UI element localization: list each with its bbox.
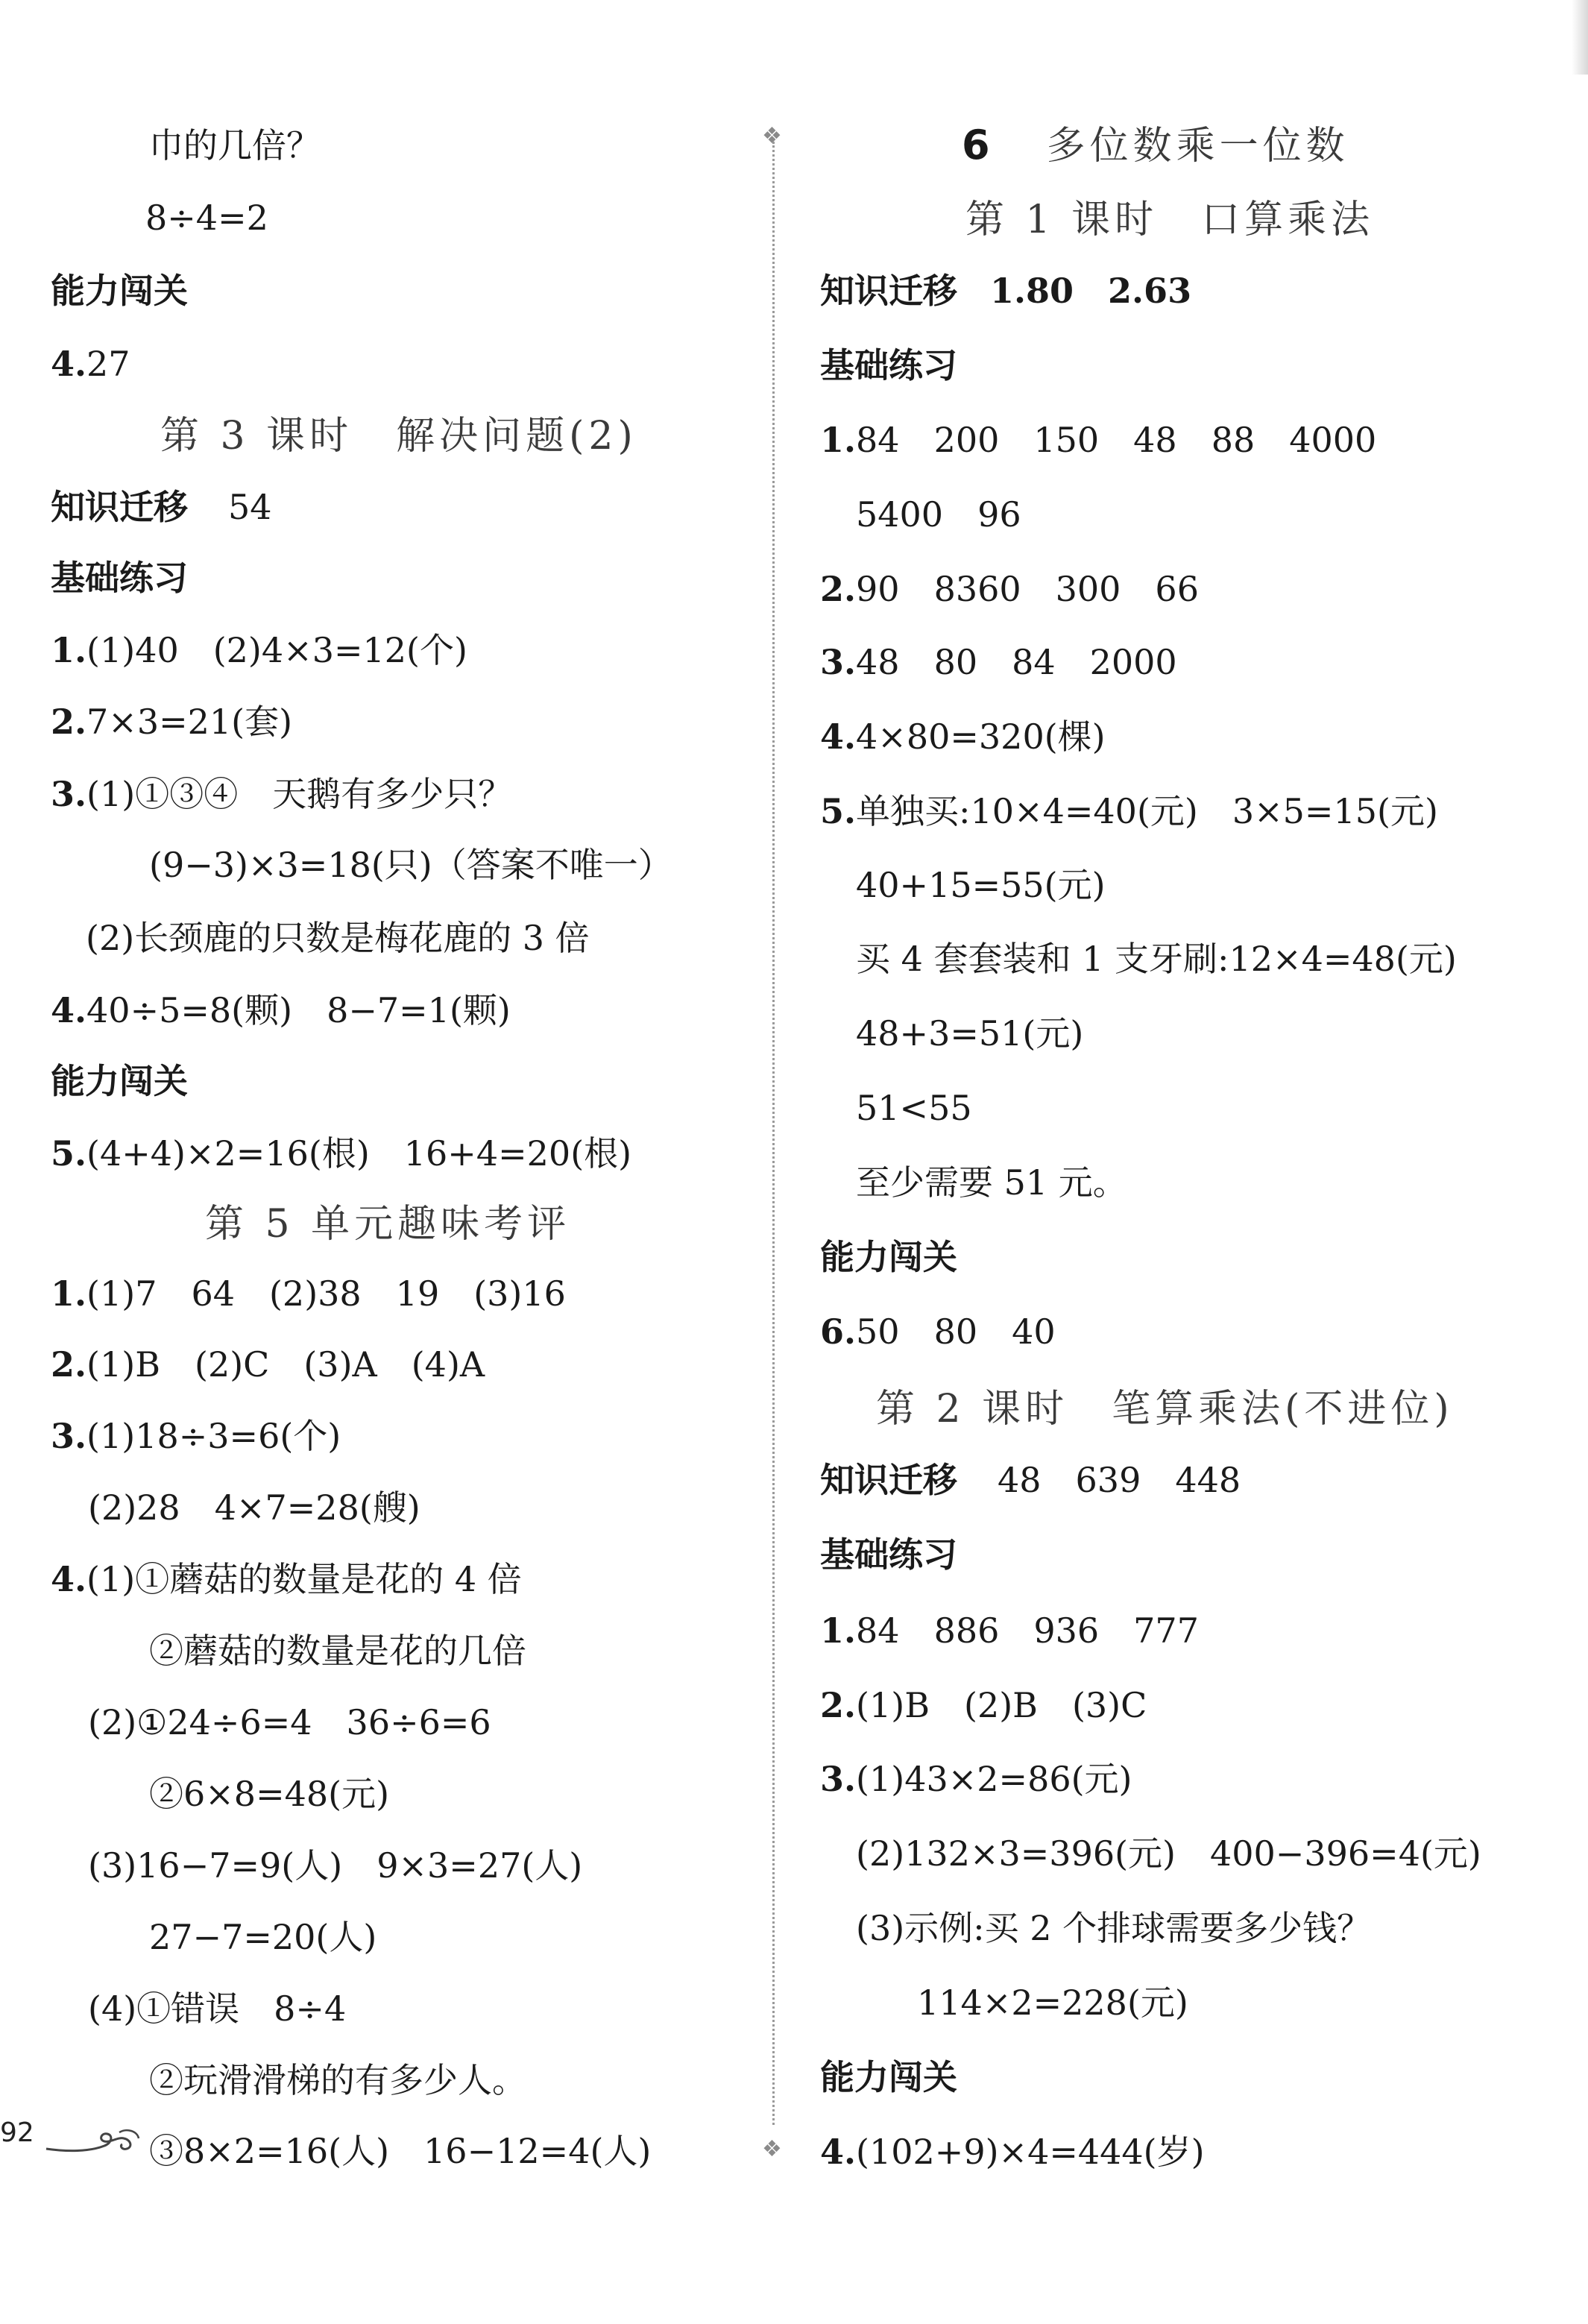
unit-test-title: 第 5 单元趣味考评 xyxy=(205,1202,571,1247)
answer-text: 48 639 448 xyxy=(998,1460,1241,1500)
text-line: 4.40÷5=8(颗) 8−7=1(颗) xyxy=(51,990,511,1030)
item-number: 4. xyxy=(51,1559,87,1599)
column-divider xyxy=(772,142,775,2125)
item-number: 1. xyxy=(820,1610,857,1651)
text-line: 6.50 80 40 xyxy=(820,1311,1056,1352)
text-line: 2.(1)B (2)B (3)C xyxy=(820,1685,1147,1725)
text-line: 1.(1)40 (2)4×3=12(个) xyxy=(51,630,467,670)
item-number: 2. xyxy=(820,1685,857,1725)
text-line: 1.84 200 150 48 88 4000 xyxy=(820,420,1377,460)
section-heading: 知识迁移 xyxy=(820,271,957,311)
text-line: 2.90 8360 300 66 xyxy=(820,569,1199,609)
unit-number: 6 xyxy=(962,122,990,169)
item-number: 1. xyxy=(820,420,857,460)
item-number: 3. xyxy=(820,642,857,682)
text-line: (4)①错误 8÷4 xyxy=(88,1988,347,2029)
page-number: 92 xyxy=(0,2117,34,2148)
text-line: 1.(1)7 64 (2)38 19 (3)16 xyxy=(51,1273,566,1314)
text-line: ②玩滑滑梯的有多少人。 xyxy=(149,2060,526,2100)
text-line: (3)示例:买 2 个排球需要多少钱？ xyxy=(856,1908,1372,1948)
item-number: 2. xyxy=(51,702,87,742)
item-number: 3. xyxy=(820,1759,857,1799)
section-heading: 基础练习 xyxy=(51,558,188,598)
text-line: 4.27 xyxy=(51,344,130,384)
text-line xyxy=(820,1458,1241,1502)
answer-text: 54 xyxy=(228,487,272,527)
section-heading: 基础练习 xyxy=(820,1534,957,1575)
text-line: ②蘑菇的数量是花的几倍 xyxy=(149,1631,526,1671)
text-line: 8÷4=2 xyxy=(145,198,268,238)
text-line: 40+15=55(元) xyxy=(856,865,1106,905)
text-line: 4.(102+9)×4=444(岁) xyxy=(820,2132,1205,2172)
text-line: 买 4 套套装和 1 支牙刷:12×4=48(元) xyxy=(856,939,1457,979)
item-number: 4. xyxy=(820,2132,857,2172)
item-number: 1. xyxy=(51,1273,87,1314)
text-line: (2)132×3=396(元) 400−396=4(元) xyxy=(856,1833,1481,1874)
text-line: 至少需要 51 元。 xyxy=(856,1162,1127,1203)
text-line: ②6×8=48(元) xyxy=(149,1774,390,1814)
answer-text: 1.80 2.63 xyxy=(990,271,1192,311)
lesson-title: 第 2 课时 笔算乘法(不进位) xyxy=(876,1387,1454,1432)
text-line: 3.(1)43×2=86(元) xyxy=(820,1759,1132,1799)
text-line: 5.单独买:10×4=40(元) 3×5=15(元) xyxy=(820,791,1438,831)
text-line: (2)28 4×7=28(艘) xyxy=(88,1487,420,1528)
text-line: 2.7×3=21(套) xyxy=(51,702,293,742)
item-number: 2. xyxy=(820,569,857,609)
text-line: (2)长颈鹿的只数是梅花鹿的 3 倍 xyxy=(86,918,590,958)
text-line: 114×2=228(元) xyxy=(917,1983,1188,2023)
unit-heading xyxy=(962,119,1349,172)
unit-title: 多位数乘一位数 xyxy=(1046,124,1349,169)
item-number: 1. xyxy=(51,630,87,670)
section-heading: 能力闯关 xyxy=(820,1237,957,1277)
lesson-title: 第 1 课时 口算乘法 xyxy=(965,198,1375,242)
item-number: 3. xyxy=(51,774,87,814)
text-line xyxy=(820,268,1191,313)
text-line: 4.4×80=320(棵) xyxy=(820,717,1106,757)
text-line: 4.(1)①蘑菇的数量是花的 4 倍 xyxy=(51,1559,522,1599)
lesson-title: 第 3 课时 解决问题(2) xyxy=(160,414,637,459)
text-line: 2.(1)B (2)C (3)A (4)A xyxy=(51,1344,485,1385)
text-line: (3)16−7=9(人) 9×3=27(人) xyxy=(88,1845,583,1886)
text-line: 巾的几倍？ xyxy=(149,125,321,166)
page-edge-shadow xyxy=(1572,0,1588,75)
text-line: 3.48 80 84 2000 xyxy=(820,642,1177,682)
cloud-swirl-icon xyxy=(45,2126,142,2156)
item-number: 4. xyxy=(51,990,87,1030)
text-line: 5.(4+4)×2=16(根) 16+4=20(根) xyxy=(51,1133,632,1174)
divider-ornament-icon: ❖ xyxy=(762,123,782,149)
section-heading: 知识迁移 xyxy=(820,1460,957,1500)
text-line: ③8×2=16(人) 16−12=4(人) xyxy=(149,2131,652,2171)
section-heading: 知识迁移 xyxy=(51,487,188,527)
text-line: 48+3=51(元) xyxy=(856,1013,1084,1054)
item-number: 4. xyxy=(51,344,87,384)
item-number: 3. xyxy=(51,1416,87,1456)
text-line: 27−7=20(人) xyxy=(149,1917,377,1957)
section-heading: 能力闯关 xyxy=(51,1061,188,1101)
section-heading: 基础练习 xyxy=(820,345,957,385)
text-line: 5400 96 xyxy=(856,494,1021,535)
item-number: 5. xyxy=(820,791,857,831)
text-line: 3.(1)18÷3=6(个) xyxy=(51,1416,341,1456)
divider-ornament-icon: ❖ xyxy=(762,2136,782,2162)
text-line: (2)①24÷6=4 36÷6=6 xyxy=(88,1702,491,1742)
section-heading: 能力闯关 xyxy=(820,2057,957,2097)
item-number: 5. xyxy=(51,1133,87,1174)
text-line: (9−3)×3=18(只)（答案不唯一） xyxy=(149,845,672,885)
section-heading: 能力闯关 xyxy=(51,271,188,311)
text-line: 3.(1)①③④ 天鹅有多少只？ xyxy=(51,774,513,814)
item-number: 6. xyxy=(820,1311,857,1352)
item-number: 2. xyxy=(51,1344,87,1385)
text-line xyxy=(51,485,272,529)
text-line: 1.84 886 936 777 xyxy=(820,1610,1199,1651)
item-number: 4. xyxy=(820,717,857,757)
text-line: 51<55 xyxy=(856,1088,972,1128)
